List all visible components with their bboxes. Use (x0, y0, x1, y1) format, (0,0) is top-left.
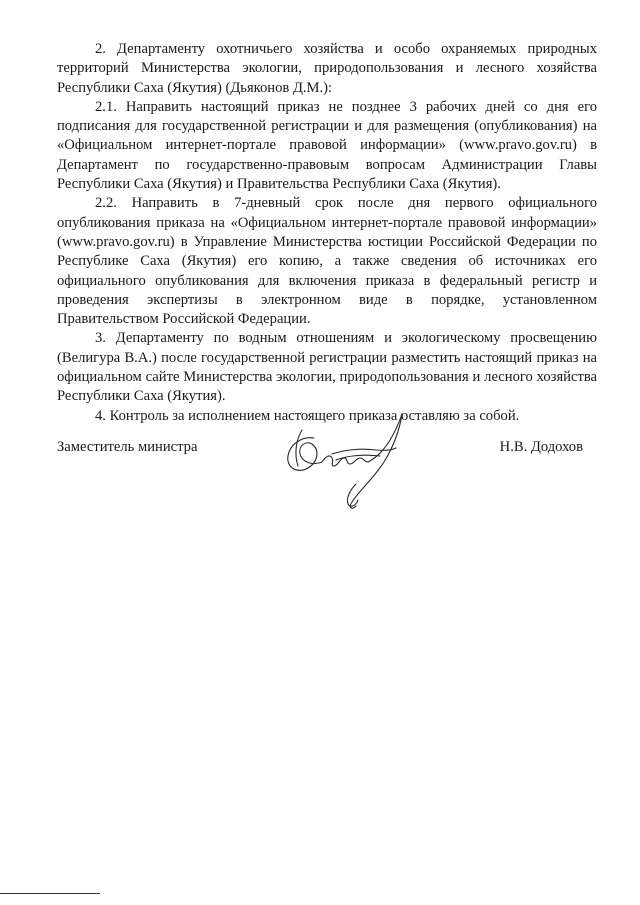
paragraph-item-4: 4. Контроль за исполнением настоящего приказа оставляю за собой. (95, 407, 520, 424)
footnote-divider (0, 893, 100, 894)
paragraph-item-2: 2. Департаменту охотничьего хозяйства и особо охраняемых природных территорий Министерства экологии, природопользования и лесного хозяйства Республики Саха (Якутия) (Дьяконов Д.М.): (57, 41, 597, 96)
handwritten-signature (272, 410, 432, 510)
signer-name: Н.В. Додохов (499, 439, 583, 455)
paragraph-item-2-1: 2.1. Направить настоящий приказ не позднее 3 рабочих дней со дня его подписания для государственной регистрации и для размещения (опубликования) на «Официальном интернет-портале правовой информации» (www.pravo.gov.ru) в Департамент по государственно-правовым вопросам Администрации Главы Республики Саха (Якутия) и Правительства Республики Саха (Якутия). (57, 98, 597, 193)
signer-position: Заместитель министра (57, 439, 198, 455)
document-body (57, 40, 597, 426)
paragraph-item-3: 3. Департаменту по водным отношениям и экологическому просвещению (Велигура В.А.) после государственной регистрации разместить настоящий приказ на официальном сайте Министерства экологии, природопользования и лесного хозяйства Республики Саха (Якутия). (57, 330, 597, 405)
paragraph-item-2-2: 2.2. Направить в 7-дневный срок после дня первого официального опубликования приказа на «Официальном интернет-портале правовой информации» (www.pravo.gov.ru) в Управление Министерства юстиции Российской Федерации по Республике Саха (Якутия) его копию, а также сведения об источниках его официального опубликования для включения приказа в федеральный регистр и проведения экспертизы в электронном виде в порядке, установленном Правительством Российской Федерации. (57, 195, 597, 328)
